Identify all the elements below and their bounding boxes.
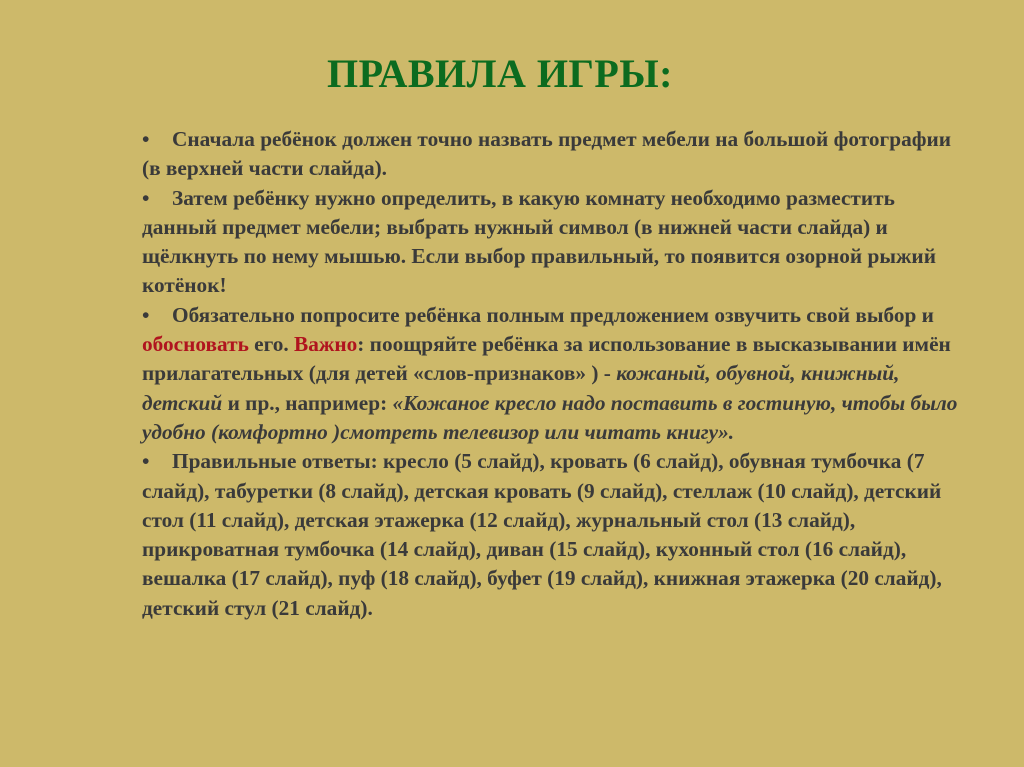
rule-item-3 <box>142 301 964 447</box>
rule-item-4 <box>142 447 964 623</box>
slide-title: ПРАВИЛА ИГРЫ: <box>327 51 673 96</box>
rule-item-1 <box>142 125 964 184</box>
rule-item-2 <box>142 184 964 301</box>
rule-text-part: Обязательно попросите ребёнка полным предложением озвучить свой выбор и <box>172 302 934 327</box>
answers-text: Правильные ответы: кресло (5 слайд), кровать (6 слайд), обувная тумбочка (7 слайд), табуретки (8 слайд), детская кровать (9 слайд), стеллаж (10 слайд), детский стол (11 слайд), детская этажерка (12 слайд), журнальный стол (13 слайд), прикроватная тумбочка (14 слайд), диван (15 слайд), кухонный стол (16 слайд), вешалка (17 слайд), пуф (18 слайд), буфет (19 слайд), книжная этажерка (20 слайд), детский стул (21 слайд). <box>142 449 942 620</box>
rules-list <box>142 125 964 623</box>
rule-text-part: его. <box>248 332 295 357</box>
rule-text-part: : поощряйте ребёнка за использование в высказывании имён прилагательных (для детей «слов-признаков» ) - <box>142 332 951 386</box>
example-quote: «Кожаное кресло надо поставить в гостиную, чтобы было удобно (комфортно )смотреть телевизор или читать книгу». <box>142 390 958 444</box>
bullet-icon: • <box>142 302 150 327</box>
justify-highlight: обосновать <box>142 332 249 357</box>
bullet-icon: • <box>142 185 150 210</box>
important-highlight: Важно <box>294 332 358 357</box>
adjectives-example: кожаный, обувной, книжный, детский <box>142 361 900 415</box>
rule-text-part: и пр., например: <box>222 390 393 415</box>
rule-text: Сначала ребёнок должен точно назвать предмет мебели на большой фотографии (в верхней части слайда). <box>142 127 951 181</box>
bullet-icon: • <box>142 127 150 151</box>
rule-text: Затем ребёнку нужно определить, в какую комнату необходимо разместить данный предмет мебели; выбрать нужный символ (в нижней части слайда) и щёлкнуть по нему мышью. Если выбор правильный, то появится озорной рыжий котёнок! <box>142 185 936 298</box>
bullet-icon: • <box>142 449 150 474</box>
